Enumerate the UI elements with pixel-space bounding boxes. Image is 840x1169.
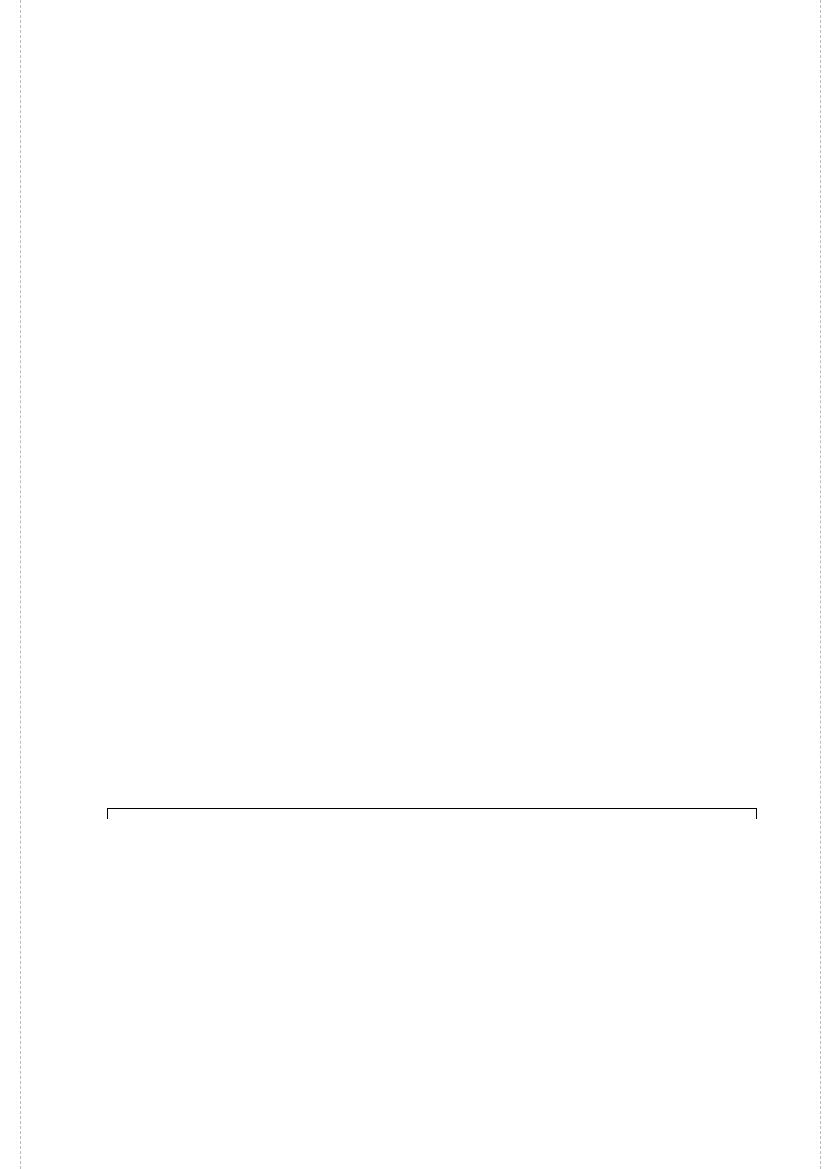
ending-bracket (107, 808, 757, 819)
right-margin-line (820, 0, 821, 1169)
left-margin-line (20, 0, 21, 1169)
